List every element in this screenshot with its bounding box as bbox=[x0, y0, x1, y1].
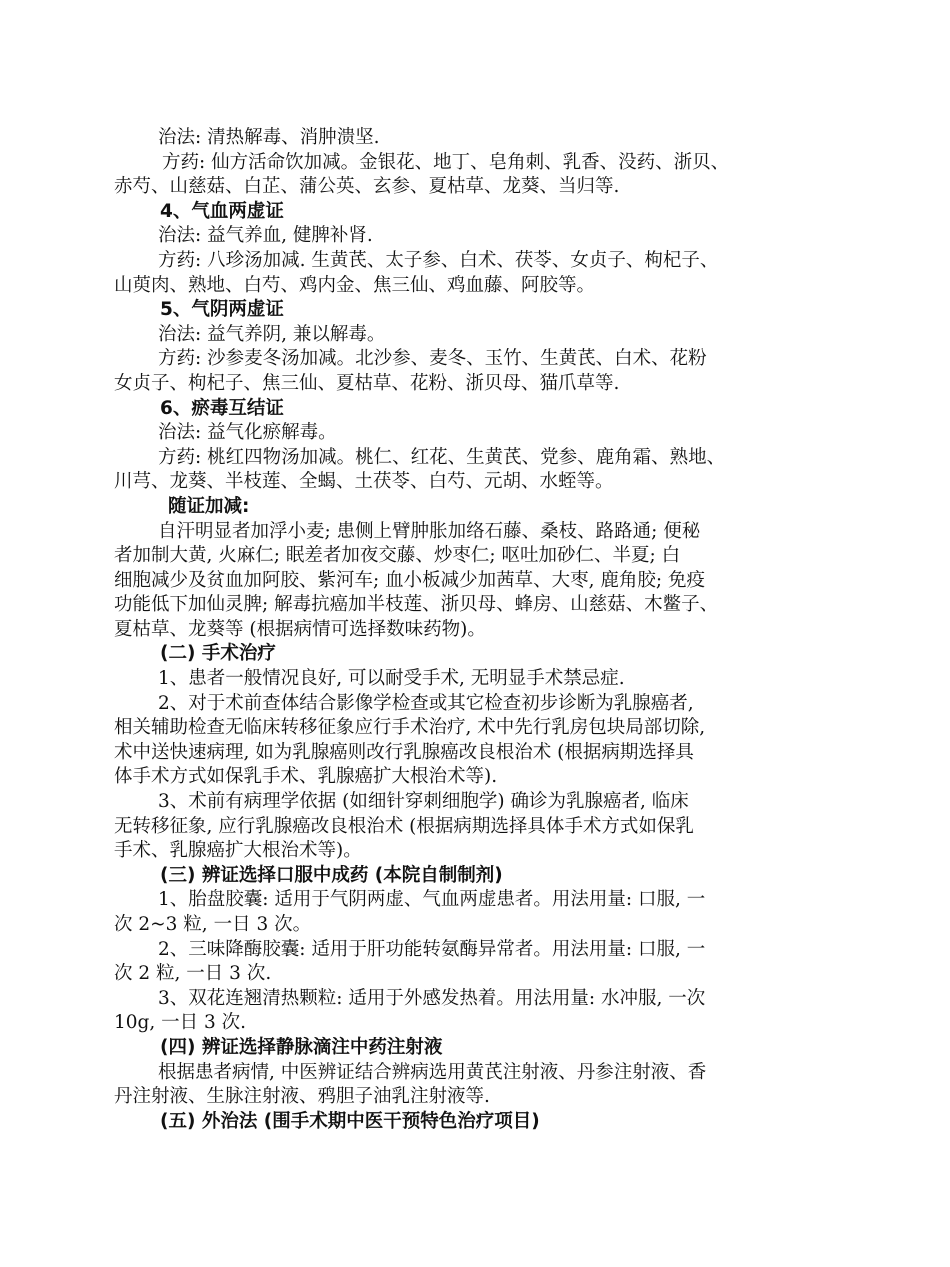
treatment-principle-text: 治法: 益气养阴, 兼以解毒。 bbox=[158, 323, 386, 345]
paragraph-line: 者加制大黄, 火麻仁; 眠差者加夜交藤、炒枣仁; 呕吐加砂仁、半夏; 白 bbox=[114, 545, 681, 567]
paragraph-line: 根据患者病情, 中医辨证结合辨病选用黄芪注射液、丹参注射液、香 bbox=[158, 1061, 707, 1083]
section-heading-qiyin-liangxu: 5、气阴两虚证 bbox=[160, 299, 284, 321]
prescription-text: 方药: 仙方活命饮加减。金银花、地丁、皂角刺、乳香、没药、浙贝、 bbox=[162, 151, 730, 173]
paragraph-line: 次 2 粒, 一日 3 次. bbox=[114, 963, 272, 985]
section-heading-oral-medicine: (三) 辨证选择口服中成药 (本院自制制剂) bbox=[160, 864, 503, 886]
paragraph-line: 丹注射液、生脉注射液、鸦胆子油乳注射液等. bbox=[114, 1086, 490, 1108]
paragraph-line: 相关辅助检查无临床转移征象应行手术治疗, 术中先行乳房包块局部切除, bbox=[114, 717, 706, 739]
prescription-text: 方药: 桃红四物汤加减。桃仁、红花、生黄芪、党参、鹿角霜、熟地、 bbox=[158, 446, 726, 468]
paragraph-line: 夏枯草、龙葵等 (根据病情可选择数味药物)。 bbox=[114, 618, 486, 640]
section-heading-yudu-hujie: 6、瘀毒互结证 bbox=[160, 397, 284, 419]
prescription-text-cont: 赤芍、山慈菇、白芷、蒲公英、玄参、夏枯草、龙葵、当归等. bbox=[114, 176, 620, 198]
paragraph-line: 手术、乳腺癌扩大根治术等)。 bbox=[114, 840, 362, 862]
paragraph-line: 3、术前有病理学依据 (如细针穿刺细胞学) 确诊为乳腺癌者, 临床 bbox=[158, 791, 689, 813]
treatment-principle-text: 治法: 益气化瘀解毒。 bbox=[158, 422, 337, 444]
paragraph-line: 2、对于术前查体结合影像学检查或其它检查初步诊断为乳腺癌者, bbox=[158, 692, 694, 714]
paragraph-line: 自汗明显者加浮小麦; 患侧上臂肿胀加络石藤、桑枝、路路通; 便秘 bbox=[158, 520, 701, 542]
paragraph-line: 3、双花连翘清热颗粒: 适用于外感发热着。用法用量: 水冲服, 一次 bbox=[158, 987, 706, 1009]
section-heading-suizheng-jiajian: 随证加减: bbox=[168, 495, 250, 517]
paragraph-line: 无转移征象, 应行乳腺癌改良根治术 (根据病期选择具体手术方式如保乳 bbox=[114, 815, 694, 837]
section-heading-surgery: (二) 手术治疗 bbox=[160, 643, 276, 665]
paragraph-line: 功能低下加仙灵脾; 解毒抗癌加半枝莲、浙贝母、蜂房、山慈菇、木鳖子、 bbox=[114, 594, 719, 616]
paragraph-line: 1、患者一般情况良好, 可以耐受手术, 无明显手术禁忌症. bbox=[158, 668, 625, 690]
paragraph-line: 2、三味降酶胶囊: 适用于肝功能转氨酶异常者。用法用量: 口服, 一 bbox=[158, 938, 706, 960]
section-heading-external-therapy: (五) 外治法 (围手术期中医干预特色治疗项目) bbox=[160, 1110, 540, 1132]
prescription-text-cont: 女贞子、枸杞子、焦三仙、夏枯草、花粉、浙贝母、猫爪草等. bbox=[114, 372, 620, 394]
paragraph-line: 术中送快速病理, 如为乳腺癌则改行乳腺癌改良根治术 (根据病期选择具 bbox=[114, 741, 694, 763]
paragraph-line: 10g, 一日 3 次. bbox=[114, 1012, 247, 1034]
paragraph-line: 体手术方式如保乳手术、乳腺癌扩大根治术等). bbox=[114, 766, 498, 788]
prescription-text: 方药: 八珍汤加减. 生黄芪、太子参、白术、茯苓、女贞子、枸杞子、 bbox=[158, 249, 719, 271]
paragraph-line: 1、胎盘胶囊: 适用于气阴两虚、气血两虚患者。用法用量: 口服, 一 bbox=[158, 889, 706, 911]
section-heading-injection: (四) 辨证选择静脉滴注中药注射液 bbox=[160, 1036, 443, 1058]
prescription-text: 方药: 沙参麦冬汤加减。北沙参、麦冬、玉竹、生黄芪、白术、花粉 bbox=[158, 348, 707, 370]
paragraph-line: 次 2~3 粒, 一日 3 次。 bbox=[114, 914, 312, 935]
prescription-text-cont: 川芎、龙葵、半枝莲、全蝎、土茯苓、白芍、元胡、水蛭等。 bbox=[114, 471, 614, 493]
section-heading-qixue-liangxu: 4、气血两虚证 bbox=[160, 200, 284, 222]
treatment-principle-text: 治法: 清热解毒、消肿溃坚. bbox=[158, 127, 380, 148]
prescription-text-cont: 山萸肉、熟地、白芍、鸡内金、焦三仙、鸡血藤、阿胶等。 bbox=[114, 274, 596, 296]
paragraph-line: 细胞减少及贫血加阿胶、紫河车; 血小板减少加茜草、大枣, 鹿角胶; 免疫 bbox=[114, 569, 705, 591]
document-body bbox=[114, 126, 854, 1134]
treatment-principle-text: 治法: 益气养血, 健脾补肾. bbox=[158, 225, 373, 247]
